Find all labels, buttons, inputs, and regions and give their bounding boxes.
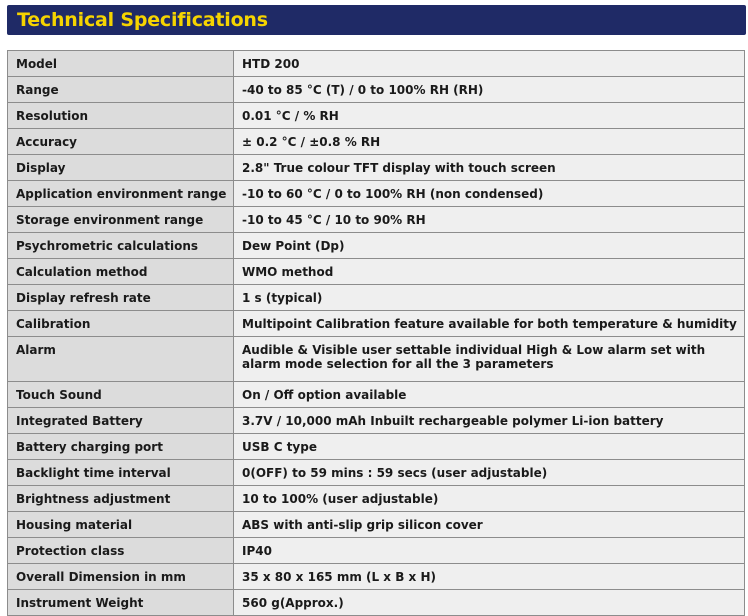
spec-value: 0(OFF) to 59 mins : 59 secs (user adjustable) (234, 460, 745, 486)
spec-label: Storage environment range (8, 207, 234, 233)
table-row (8, 590, 745, 616)
table-row (8, 259, 745, 285)
table-row (8, 460, 745, 486)
table-row (8, 337, 745, 382)
table-row (8, 285, 745, 311)
spec-value: 560 g(Approx.) (234, 590, 745, 616)
spec-label: Range (8, 77, 234, 103)
spec-label: Accuracy (8, 129, 234, 155)
spec-value: 35 x 80 x 165 mm (L x B x H) (234, 564, 745, 590)
spec-label: Display refresh rate (8, 285, 234, 311)
spec-value: 10 to 100% (user adjustable) (234, 486, 745, 512)
table-row (8, 486, 745, 512)
spec-label: Battery charging port (8, 434, 234, 460)
spec-label: Calibration (8, 311, 234, 337)
spec-value: 1 s (typical) (234, 285, 745, 311)
spec-value: -40 to 85 °C (T) / 0 to 100% RH (RH) (234, 77, 745, 103)
spec-label: Touch Sound (8, 382, 234, 408)
spec-label: Alarm (8, 337, 234, 382)
spec-label: Backlight time interval (8, 460, 234, 486)
table-row (8, 564, 745, 590)
table-row (8, 311, 745, 337)
spec-label: Protection class (8, 538, 234, 564)
spec-value: Dew Point (Dp) (234, 233, 745, 259)
spec-label: Psychrometric calculations (8, 233, 234, 259)
spec-value: WMO method (234, 259, 745, 285)
page-title: Technical Specifications (17, 9, 268, 31)
spec-label: Display (8, 155, 234, 181)
table-row (8, 181, 745, 207)
spec-label: Brightness adjustment (8, 486, 234, 512)
table-row (8, 103, 745, 129)
spec-value: ABS with anti-slip grip silicon cover (234, 512, 745, 538)
spec-label: Housing material (8, 512, 234, 538)
spec-label: Model (8, 51, 234, 77)
spec-value: Audible & Visible user settable individual High & Low alarm set with alarm mode selection for all the 3 parameters (234, 337, 745, 382)
spec-label: Instrument Weight (8, 590, 234, 616)
table-row (8, 129, 745, 155)
spec-label: Integrated Battery (8, 408, 234, 434)
table-row (8, 408, 745, 434)
header-banner (7, 5, 746, 35)
spec-value: ± 0.2 °C / ±0.8 % RH (234, 129, 745, 155)
table-row (8, 77, 745, 103)
table-row (8, 434, 745, 460)
spec-label: Application environment range (8, 181, 234, 207)
spec-value: -10 to 45 °C / 10 to 90% RH (234, 207, 745, 233)
spec-value: Multipoint Calibration feature available for both temperature & humidity (234, 311, 745, 337)
spec-value: HTD 200 (234, 51, 745, 77)
spec-label: Resolution (8, 103, 234, 129)
table-row (8, 538, 745, 564)
spec-value: USB C type (234, 434, 745, 460)
table-row (8, 512, 745, 538)
spec-value: 2.8" True colour TFT display with touch screen (234, 155, 745, 181)
spec-value: On / Off option available (234, 382, 745, 408)
table-row (8, 51, 745, 77)
table-row (8, 233, 745, 259)
spec-value: IP40 (234, 538, 745, 564)
spec-value: -10 to 60 °C / 0 to 100% RH (non condensed) (234, 181, 745, 207)
spec-label: Overall Dimension in mm (8, 564, 234, 590)
spec-label: Calculation method (8, 259, 234, 285)
spec-value: 3.7V / 10,000 mAh Inbuilt rechargeable polymer Li-ion battery (234, 408, 745, 434)
table-row (8, 207, 745, 233)
spec-value: 0.01 °C / % RH (234, 103, 745, 129)
table-row (8, 155, 745, 181)
spec-table (7, 50, 745, 616)
table-row (8, 382, 745, 408)
